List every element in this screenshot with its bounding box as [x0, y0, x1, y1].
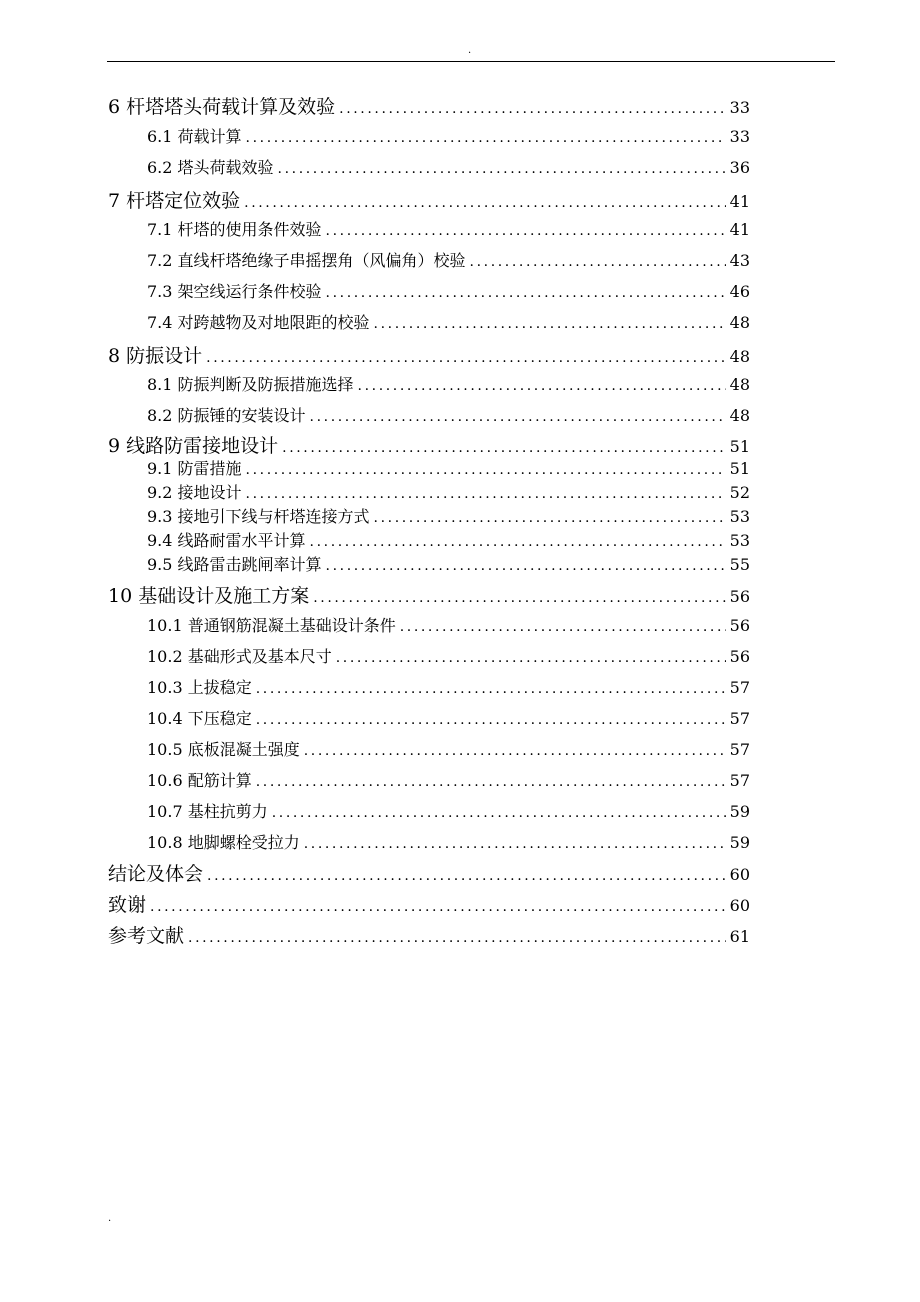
toc-dot-leader — [326, 285, 726, 301]
toc-dot-leader — [206, 350, 726, 366]
toc-entry[interactable] — [147, 830, 750, 853]
toc-entry[interactable] — [147, 504, 750, 527]
toc-dot-leader — [188, 930, 726, 946]
toc-entry[interactable] — [147, 310, 750, 333]
toc-entry-title: 10.6 配筋计算 — [147, 771, 252, 790]
toc-entry[interactable] — [108, 186, 750, 213]
toc-entry-title: 10.4 下压稳定 — [147, 709, 252, 728]
toc-dot-leader — [244, 195, 726, 211]
toc-entry-title: 9.4 线路耐雷水平计算 — [147, 531, 306, 550]
toc-entry-page: 57 — [729, 771, 750, 790]
toc-entry-title: 8.2 防振锤的安装设计 — [147, 406, 306, 425]
toc-entry-page: 48 — [729, 375, 750, 394]
toc-entry-page: 43 — [729, 251, 750, 270]
toc-dot-leader — [313, 590, 725, 606]
toc-entry-page: 53 — [729, 531, 750, 550]
toc-entry-page: 55 — [729, 555, 750, 574]
toc-entry[interactable] — [108, 890, 750, 917]
toc-entry-page: 61 — [729, 927, 750, 946]
toc-entry-page: 52 — [729, 483, 750, 502]
toc-entry[interactable] — [108, 859, 750, 886]
toc-dot-leader — [339, 101, 726, 117]
toc-dot-leader — [358, 378, 726, 394]
toc-dot-leader — [272, 805, 726, 821]
header-mark: . — [468, 45, 472, 56]
toc-dot-leader — [326, 558, 726, 574]
toc-entry-title: 结论及体会 — [108, 863, 204, 885]
toc-dot-leader — [246, 130, 726, 146]
toc-entry[interactable] — [147, 217, 750, 240]
toc-entry-page: 53 — [729, 507, 750, 526]
toc-entry-title: 8 防振设计 — [108, 345, 203, 367]
toc-entry[interactable] — [147, 644, 750, 667]
toc-entry-page: 41 — [729, 220, 750, 239]
toc-entry-title: 10.3 上拔稳定 — [147, 678, 252, 697]
toc-entry-page: 33 — [729, 98, 750, 117]
toc-entry-page: 36 — [729, 158, 750, 177]
toc-entry-title: 6 杆塔塔头荷载计算及效验 — [108, 96, 336, 118]
toc-dot-leader — [400, 619, 726, 635]
toc-dot-leader — [374, 316, 726, 332]
toc-dot-leader — [310, 409, 726, 425]
toc-entry[interactable] — [147, 248, 750, 271]
toc-entry[interactable] — [108, 581, 750, 608]
toc-entry-title: 6.2 塔头荷载效验 — [147, 158, 274, 177]
toc-dot-leader — [470, 254, 726, 270]
toc-entry-page: 60 — [729, 896, 750, 915]
toc-dot-leader — [246, 486, 726, 502]
toc-entry-title: 9.3 接地引下线与杆塔连接方式 — [147, 507, 370, 526]
toc-entry-page: 57 — [729, 678, 750, 697]
toc-entry[interactable] — [147, 737, 750, 760]
toc-dot-leader — [256, 774, 726, 790]
toc-dot-leader — [207, 868, 726, 884]
toc-entry-title: 10.8 地脚螺栓受拉力 — [147, 833, 300, 852]
toc-entry-page: 56 — [729, 587, 750, 606]
toc-entry-page: 57 — [729, 740, 750, 759]
toc-dot-leader — [278, 161, 726, 177]
toc-entry-title: 7 杆塔定位效验 — [108, 190, 241, 212]
toc-entry-title: 9.2 接地设计 — [147, 483, 242, 502]
toc-entry[interactable] — [147, 706, 750, 729]
toc-dot-leader — [150, 899, 726, 915]
toc-entry-title: 10.2 基础形式及基本尺寸 — [147, 647, 332, 666]
toc-entry[interactable] — [147, 279, 750, 302]
toc-entry-title: 7.2 直线杆塔绝缘子串摇摆角（风偏角）校验 — [147, 251, 466, 270]
toc-entry-page: 59 — [729, 802, 750, 821]
toc-entry-page: 51 — [729, 459, 750, 478]
toc-dot-leader — [256, 712, 726, 728]
toc-dot-leader — [326, 223, 726, 239]
toc-entry[interactable] — [147, 552, 750, 575]
toc-entry[interactable] — [147, 480, 750, 503]
header-rule — [107, 61, 835, 62]
toc-entry-title: 7.3 架空线运行条件校验 — [147, 282, 322, 301]
toc-entry-page: 60 — [729, 865, 750, 884]
toc-entry-page: 48 — [729, 313, 750, 332]
toc-entry-title: 6.1 荷载计算 — [147, 127, 242, 146]
toc-entry-title: 致谢 — [108, 894, 147, 916]
toc-entry-title: 10.7 基柱抗剪力 — [147, 802, 268, 821]
toc-entry-page: 56 — [729, 647, 750, 666]
toc-entry[interactable] — [108, 921, 750, 948]
toc-entry[interactable] — [147, 155, 750, 178]
toc-entry-page: 57 — [729, 709, 750, 728]
toc-entry[interactable] — [147, 675, 750, 698]
toc-dot-leader — [282, 440, 726, 456]
toc-entry[interactable] — [147, 799, 750, 822]
toc-dot-leader — [256, 681, 726, 697]
toc-entry[interactable] — [108, 431, 750, 458]
toc-entry-page: 51 — [729, 437, 750, 456]
toc-entry[interactable] — [108, 92, 750, 119]
toc-dot-leader — [310, 534, 726, 550]
toc-entry-page: 46 — [729, 282, 750, 301]
toc-entry[interactable] — [147, 456, 750, 479]
toc-entry[interactable] — [147, 403, 750, 426]
toc-entry-page: 48 — [729, 406, 750, 425]
toc-entry-page: 48 — [729, 347, 750, 366]
toc-entry-page: 41 — [729, 192, 750, 211]
toc-dot-leader — [304, 836, 726, 852]
toc-entry-title: 10.1 普通钢筋混凝土基础设计条件 — [147, 616, 396, 635]
toc-dot-leader — [374, 510, 726, 526]
toc-entry-title: 10 基础设计及施工方案 — [108, 585, 310, 607]
toc-entry-title: 8.1 防振判断及防振措施选择 — [147, 375, 354, 394]
toc-entry-title: 9.5 线路雷击跳闸率计算 — [147, 555, 322, 574]
toc-entry[interactable] — [147, 124, 750, 147]
toc-entry[interactable] — [147, 768, 750, 791]
toc-dot-leader — [246, 462, 726, 478]
toc-dot-leader — [304, 743, 726, 759]
toc-entry-title: 9.1 防雷措施 — [147, 459, 242, 478]
toc-entry[interactable] — [147, 613, 750, 636]
toc-dot-leader — [336, 650, 726, 666]
toc-entry-title: 10.5 底板混凝土强度 — [147, 740, 300, 759]
toc-entry-page: 59 — [729, 833, 750, 852]
toc-entry[interactable] — [147, 528, 750, 551]
toc-entry-title: 9 线路防雷接地设计 — [108, 435, 279, 457]
toc-entry-title: 7.4 对跨越物及对地限距的校验 — [147, 313, 370, 332]
toc-entry-page: 56 — [729, 616, 750, 635]
toc-entry-title: 7.1 杆塔的使用条件效验 — [147, 220, 322, 239]
toc-entry-title: 参考文献 — [108, 925, 185, 947]
toc-entry-page: 33 — [729, 127, 750, 146]
toc-entry[interactable] — [147, 372, 750, 395]
toc-entry[interactable] — [108, 341, 750, 368]
footer-mark: . — [108, 1213, 112, 1224]
